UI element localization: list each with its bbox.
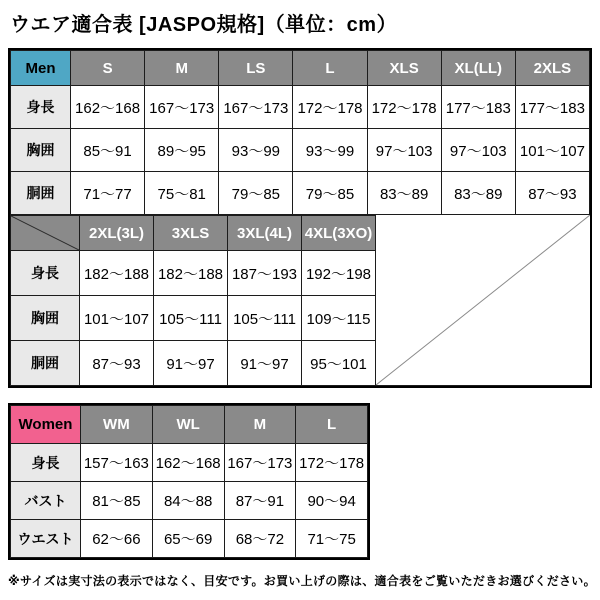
women-header-row	[11, 406, 368, 444]
men-header-row-2	[11, 216, 376, 251]
value-cell: 177～183	[515, 86, 589, 129]
row-label-cell: ウエスト	[11, 520, 81, 558]
size-header-cell: XL(LL)	[441, 51, 515, 86]
size-header-cell: M	[145, 51, 219, 86]
value-cell: 85～91	[71, 129, 145, 172]
table-row	[11, 482, 368, 520]
value-cell: 84～88	[152, 482, 224, 520]
size-header-cell: 2XL(3L)	[80, 216, 154, 251]
value-cell: 172～178	[296, 444, 368, 482]
size-header-cell: WL	[152, 406, 224, 444]
men-header-cell: Men	[11, 51, 71, 86]
value-cell: 83～89	[441, 172, 515, 215]
value-cell: 105～111	[228, 296, 302, 341]
table-row	[11, 444, 368, 482]
value-cell: 79～85	[293, 172, 367, 215]
value-cell: 101～107	[515, 129, 589, 172]
value-cell: 97～103	[367, 129, 441, 172]
value-cell: 167～173	[145, 86, 219, 129]
value-cell: 71～75	[296, 520, 368, 558]
value-cell: 192～198	[302, 251, 376, 296]
value-cell: 97～103	[441, 129, 515, 172]
men-table-section1	[10, 50, 590, 215]
value-cell: 109～115	[302, 296, 376, 341]
diagonal-line	[11, 216, 79, 250]
size-header-cell: 3XL(4L)	[228, 216, 302, 251]
value-cell: 182～188	[154, 251, 228, 296]
table-row	[11, 86, 590, 129]
size-header-cell: WM	[81, 406, 153, 444]
men-header-row	[11, 51, 590, 86]
table-row	[11, 296, 376, 341]
table-row	[11, 341, 376, 386]
value-cell: 83～89	[367, 172, 441, 215]
value-cell: 162～168	[152, 444, 224, 482]
value-cell: 79～85	[219, 172, 293, 215]
size-header-cell: XLS	[367, 51, 441, 86]
value-cell: 95～101	[302, 341, 376, 386]
value-cell: 172～178	[293, 86, 367, 129]
size-header-cell: S	[71, 51, 145, 86]
page-title: ウエア適合表 [JASPO規格]（単位：cm）	[10, 14, 398, 36]
value-cell: 87～93	[515, 172, 589, 215]
women-header-cell: Women	[11, 406, 81, 444]
size-header-cell: 2XLS	[515, 51, 589, 86]
value-cell: 75～81	[145, 172, 219, 215]
value-cell: 87～91	[224, 482, 296, 520]
value-cell: 68～72	[224, 520, 296, 558]
row-label-cell: 胸囲	[11, 129, 71, 172]
diagonal-corner-cell	[11, 216, 80, 251]
table-row	[11, 129, 590, 172]
table-row	[11, 520, 368, 558]
value-cell: 93～99	[293, 129, 367, 172]
value-cell: 167～173	[224, 444, 296, 482]
value-cell: 93～99	[219, 129, 293, 172]
row-label-cell: 身長	[11, 86, 71, 129]
value-cell: 105～111	[154, 296, 228, 341]
women-table	[10, 405, 368, 558]
value-cell: 187～193	[228, 251, 302, 296]
value-cell: 167～173	[219, 86, 293, 129]
value-cell: 71～77	[71, 172, 145, 215]
row-label-cell: 胴囲	[11, 172, 71, 215]
empty-diagonal-area	[376, 215, 590, 386]
footnote: ※サイズは実寸法の表示ではなく、目安です。お買い上げの際は、適合表をご覧いただきお選びください。	[8, 574, 596, 588]
value-cell: 89～95	[145, 129, 219, 172]
table-row	[11, 172, 590, 215]
women-size-table	[8, 403, 370, 560]
men-size-table	[8, 48, 592, 388]
value-cell: 157～163	[81, 444, 153, 482]
size-header-cell: L	[293, 51, 367, 86]
size-header-cell: LS	[219, 51, 293, 86]
row-label-cell: バスト	[11, 482, 81, 520]
row-label-cell: 胴囲	[11, 341, 80, 386]
table-row	[11, 251, 376, 296]
value-cell: 65～69	[152, 520, 224, 558]
row-label-cell: 身長	[11, 444, 81, 482]
size-header-cell: M	[224, 406, 296, 444]
value-cell: 91～97	[228, 341, 302, 386]
value-cell: 87～93	[80, 341, 154, 386]
row-label-cell: 胸囲	[11, 296, 80, 341]
size-header-cell: L	[296, 406, 368, 444]
size-header-cell: 4XL(3XO)	[302, 216, 376, 251]
diagonal-line	[376, 215, 590, 385]
value-cell: 182～188	[80, 251, 154, 296]
value-cell: 90～94	[296, 482, 368, 520]
row-label-cell: 身長	[11, 251, 80, 296]
men-table-section2	[10, 215, 376, 386]
value-cell: 177～183	[441, 86, 515, 129]
value-cell: 101～107	[80, 296, 154, 341]
value-cell: 62～66	[81, 520, 153, 558]
value-cell: 162～168	[71, 86, 145, 129]
value-cell: 172～178	[367, 86, 441, 129]
value-cell: 81～85	[81, 482, 153, 520]
size-header-cell: 3XLS	[154, 216, 228, 251]
value-cell: 91～97	[154, 341, 228, 386]
